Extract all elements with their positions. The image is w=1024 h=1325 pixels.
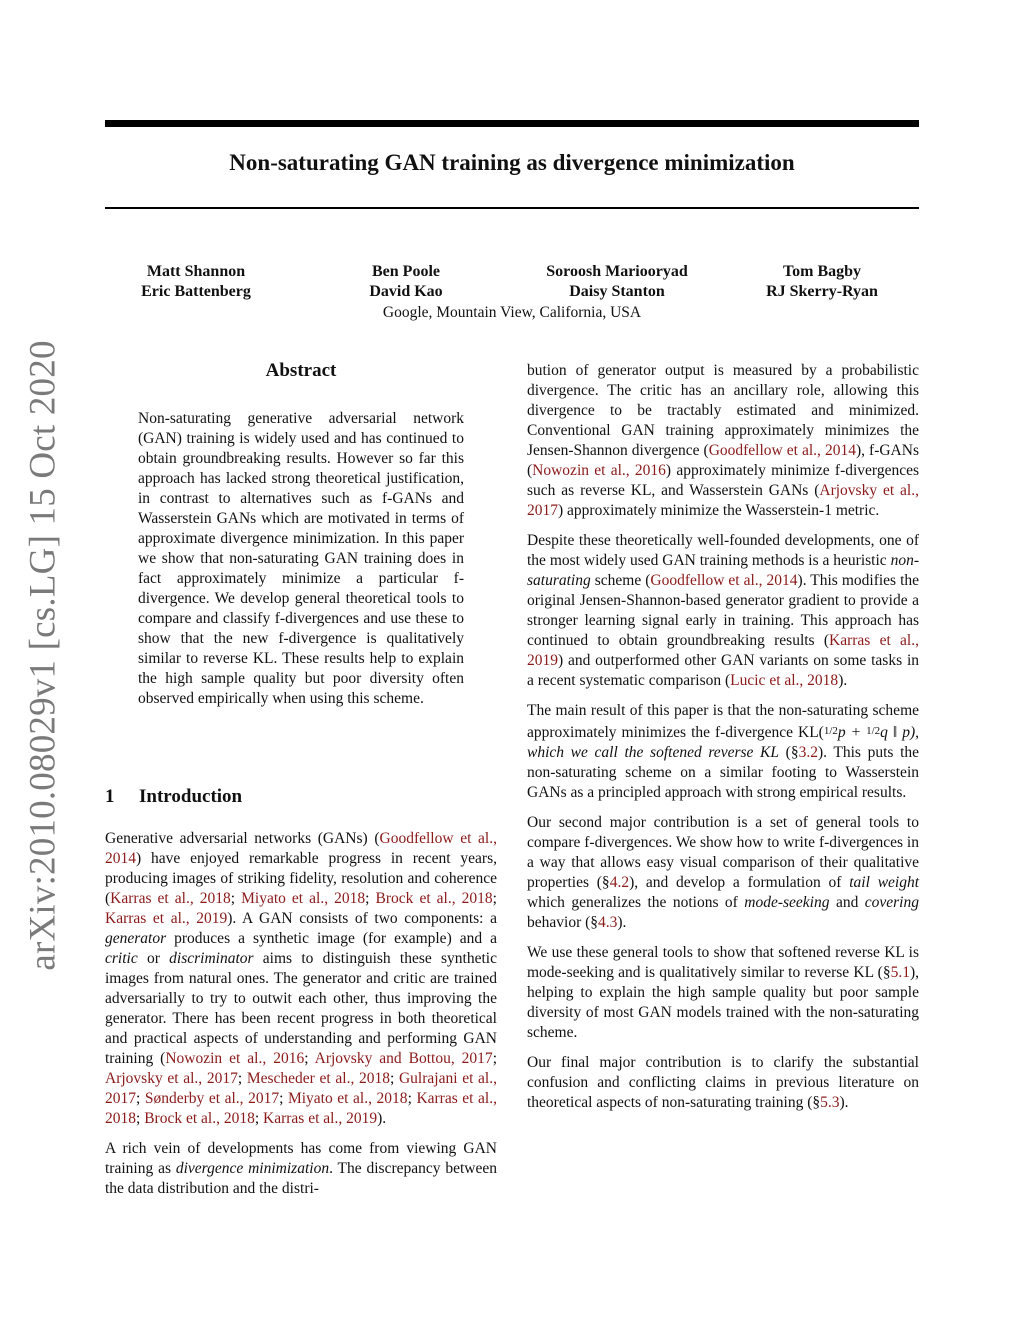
- left-column: [105, 829, 497, 1209]
- section-link[interactable]: 5.1: [890, 964, 910, 981]
- affiliation: Google, Mountain View, California, USA: [382, 304, 642, 321]
- author-name: Tom Bagby: [782, 263, 862, 280]
- citation-link[interactable]: Mescheder et al., 2018: [246, 1070, 390, 1087]
- body-paragraph: bution of generator output is measured by a probabilistic divergence. The critic has an ancillary role, allowing this divergence to be tractably estimated and minimized. Conventional GAN training approximately minimizes the Jensen-Shannon divergence (Goodfellow et al., 2014), f-GANs (Nowozin et al., 2016) approximately minimize f-divergences such as reverse KL, and Wasserstein GANs (Arjovsky et al., 2017) approximately minimize the Wasserstein-1 metric.: [527, 362, 919, 519]
- author-name: Daisy Stanton: [569, 283, 665, 300]
- citation-link[interactable]: Miyato et al., 2018: [241, 890, 366, 907]
- abstract-text: Non-saturating generative adversarial network (GAN) training is widely used and has continued to obtain groundbreaking results. However so far this approach has lacked strong theoretical justification, in contrast to alternatives such as f-GANs and Wasserstein GANs which are motivated in terms of approximate divergence minimization. In this paper we show that non-saturating GAN training does in fact approximately minimize a particular f-divergence. We develop general theoretical tools to compare and classify f-divergences and use these to show that the new f-divergence is qualitatively similar to reverse KL. These results help to explain the high sample quality but poor diversity often observed empirically when using this scheme.: [138, 410, 464, 707]
- citation-link[interactable]: Karras et al., 2018: [105, 1090, 497, 1127]
- citation-link[interactable]: Miyato et al., 2018: [287, 1090, 408, 1107]
- title-rule-bottom: [105, 207, 919, 209]
- author-name: Soroosh Mariooryad: [546, 263, 688, 280]
- citation-link[interactable]: Brock et al., 2018: [375, 890, 493, 907]
- title-rule-top: [105, 120, 919, 127]
- citation-link[interactable]: Karras et al., 2019: [263, 1110, 378, 1127]
- citation-link[interactable]: Karras et al., 2018: [110, 890, 231, 907]
- citation-link[interactable]: Lucic et al., 2018: [730, 672, 839, 689]
- citation-link[interactable]: Brock et al., 2018: [144, 1110, 255, 1127]
- section-link[interactable]: 4.2: [609, 874, 630, 891]
- author-name: RJ Skerry-Ryan: [766, 283, 878, 300]
- author-name: Eric Battenberg: [141, 283, 251, 300]
- section-title: Introduction: [139, 786, 243, 807]
- intro-paragraph: Generative adversarial networks (GANs) (Goodfellow et al., 2014) have enjoyed remarkable progress in recent years, producing images of striking fidelity, resolution and coherence (Karras et al., 2018; Miyato et al., 2018; Brock et al., 2018; Karras et al., 2019). A GAN consists of two components: a generator produces a synthetic image (for example) and a critic or discriminator aims to distinguish these synthetic images from natural ones. The generator and critic are trained adversarially to try to outwit each other, thus improving the generator. There has been recent progress in both theoretical and practical aspects of understanding and performing GAN training (Nowozin et al., 2016; Arjovsky and Bottou, 2017; Arjovsky et al., 2017; Mescheder et al., 2018; Gulrajani et al., 2017; Sønderby et al., 2017; Miyato et al., 2018; Karras et al., 2018; Brock et al., 2018; Karras et al., 2019).: [105, 830, 497, 1127]
- arxiv-watermark: arXiv:2010.08029v1 [cs.LG] 15 Oct 2020: [22, 339, 64, 971]
- citation-link[interactable]: Arjovsky et al., 2017: [105, 1070, 238, 1087]
- author-name: David Kao: [369, 283, 443, 300]
- paper-title: Non-saturating GAN training as divergence minimization: [229, 150, 795, 175]
- author-name: Matt Shannon: [146, 263, 246, 280]
- citation-link[interactable]: Goodfellow et al., 2014: [708, 442, 856, 459]
- citation-link[interactable]: Arjovsky and Bottou, 2017: [314, 1050, 493, 1067]
- citation-link[interactable]: Goodfellow et al., 2014: [105, 830, 497, 867]
- citation-link[interactable]: Karras et al., 2019: [527, 632, 919, 669]
- citation-link[interactable]: Arjovsky et al., 2017: [527, 482, 919, 519]
- fraction: 1/2: [866, 725, 881, 737]
- citation-link[interactable]: Goodfellow et al., 2014: [650, 572, 798, 589]
- section-heading: [105, 786, 497, 808]
- body-paragraph: The main result of this paper is that the non-saturating scheme approximately minimizes the f-divergence KL(1/2p + 1/2q ‖ p), which we call the softened reverse KL (§3.2). This puts the non-saturating scheme on a similar footing to Wasserstein GANs as a principled approach with strong empirical results.: [527, 702, 920, 801]
- abstract-heading: Abstract: [265, 360, 337, 381]
- citation-link[interactable]: Gulrajani et al., 2017: [105, 1070, 497, 1107]
- body-paragraph: Our second major contribution is a set of general tools to compare f-divergences. We show how to write f-divergences in a way that allows easy visual comparison of their qualitative properties (§4.2), and develop a formulation of tail weight which generalizes the notions of mode-seeking and covering behavior (§4.3).: [527, 814, 920, 931]
- body-paragraph: Our final major contribution is to clarify the substantial confusion and conflicting claims in previous literature on theoretical aspects of non-saturating training (§5.3).: [527, 1054, 919, 1111]
- body-paragraph: We use these general tools to show that softened reverse KL is mode-seeking and is qualitatively similar to reverse KL (§5.1), helping to explain the high sample quality but poor sample diversity of most GAN models trained with the non-saturating scheme.: [527, 944, 919, 1041]
- citation-link[interactable]: Nowozin et al., 2016: [165, 1050, 305, 1067]
- section-link[interactable]: 4.3: [598, 914, 618, 931]
- fraction: 1/2: [823, 725, 838, 737]
- citation-link[interactable]: Karras et al., 2019: [105, 910, 228, 927]
- section-link[interactable]: 3.2: [798, 744, 818, 761]
- body-paragraph: Despite these theoretically well-founded developments, one of the most widely used GAN training methods is a heuristic non-saturating scheme (Goodfellow et al., 2014). This modifies the original Jensen-Shannon-based generator gradient to provide a stronger learning signal early in training. This approach has continued to obtain groundbreaking results (Karras et al., 2019) and outperformed other GAN variants on some tasks in a recent systematic comparison (Lucic et al., 2018).: [527, 532, 920, 689]
- author-name: Ben Poole: [372, 263, 440, 280]
- right-column: [527, 361, 919, 1123]
- intro-paragraph: A rich vein of developments has come from viewing GAN training as divergence minimization. The discrepancy between the data distribution and the distri-: [105, 1140, 497, 1197]
- section-link[interactable]: 5.3: [820, 1094, 840, 1111]
- citation-link[interactable]: Sønderby et al., 2017: [144, 1090, 280, 1107]
- citation-link[interactable]: Nowozin et al., 2016: [532, 462, 666, 479]
- section-number: 1: [105, 786, 115, 807]
